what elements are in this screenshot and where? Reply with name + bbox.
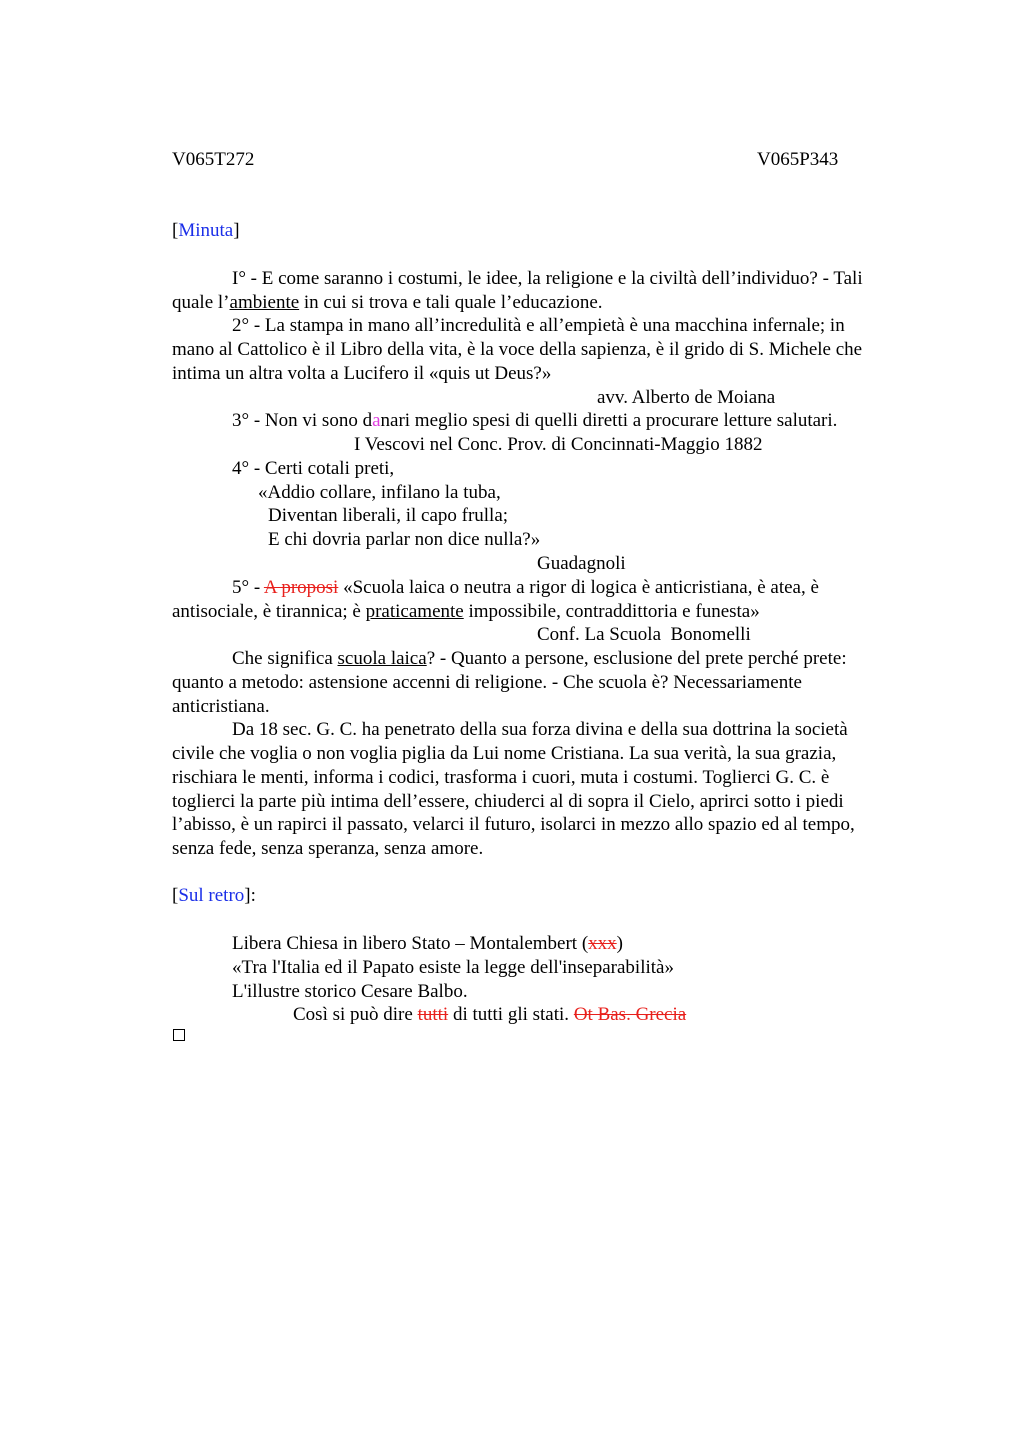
paragraph-7-line-4: toglierci la parte più intima dell’essere, chiuderci al di sopra il Cielo, aprirci sotto i piedi xyxy=(172,791,844,812)
underlined-praticamente: praticamente xyxy=(365,601,464,622)
inserted-letter: a xyxy=(372,410,381,431)
retro-line-1: Libera Chiesa in libero Stato – Montalembert (xxx) xyxy=(232,933,623,954)
paragraph-2-line-3: intima un altra volta a Lucifero il «quis ut Deus?» xyxy=(172,363,552,384)
paragraph-1-line-1: I° - E come saranno i costumi, le idee, la religione e la civiltà dell’individuo? - Tali xyxy=(232,268,863,289)
underlined-scuola-laica: scuola laica xyxy=(337,648,427,669)
attribution-vescovi: I Vescovi nel Conc. Prov. di Concinnati-Maggio 1882 xyxy=(354,434,763,455)
verse-line-3: E chi dovria parlar non dice nulla?» xyxy=(268,529,541,550)
deleted-text-xxx: xxx xyxy=(588,933,617,954)
attribution-moiana: avv. Alberto de Moiana xyxy=(597,387,776,408)
paragraph-7-line-1: Da 18 sec. G. C. ha penetrato della sua forza divina e della sua dottrina la società xyxy=(232,719,848,740)
attribution-bonomelli: Conf. La Scuola Bonomelli xyxy=(537,624,751,645)
verse-line-2: Diventan liberali, il capo frulla; xyxy=(268,505,509,526)
retro-line-3: L'illustre storico Cesare Balbo. xyxy=(232,981,468,1002)
underlined-ambiente: ambiente xyxy=(229,292,300,313)
attribution-guadagnoli: Guadagnoli xyxy=(537,553,626,574)
paragraph-2-line-2: mano al Cattolico è il Libro della vita, è la voce della sapienza, è il grido di S. Michele che xyxy=(172,339,863,360)
section-label-minuta: [Minuta] xyxy=(172,220,240,241)
paragraph-5-line-2: antisociale, è tirannica; è praticamente impossibile, contraddittoria e funesta» xyxy=(172,601,760,622)
deleted-text-grecia: Ot Bas. Grecia xyxy=(573,1004,687,1025)
paragraph-6-line-1: Che significa scuola laica? - Quanto a persone, esclusione del prete perché prete: xyxy=(232,648,847,669)
paragraph-6-line-3: anticristiana. xyxy=(172,696,270,717)
retro-line-2: «Tra l'Italia ed il Papato esiste la legge dell'inseparabilità» xyxy=(232,957,674,978)
section-label-sul-retro: [Sul retro]: xyxy=(172,885,256,906)
verse-line-1: «Addio collare, infilano la tuba, xyxy=(258,482,501,503)
deleted-text-tutti: tutti xyxy=(417,1004,449,1025)
header-left-code: V065T272 xyxy=(172,149,255,170)
paragraph-7-line-6: senza fede, senza speranza, senza amore. xyxy=(172,838,484,859)
deleted-text-a-proposi: A proposi xyxy=(263,577,339,598)
paragraph-6-line-2: quanto a metodo: astensione accenni di religione. - Che scuola è? Necessariamente xyxy=(172,672,802,693)
paragraph-7-line-3: rischiara le menti, informa i codici, trasforma i cuori, muta i costumi. Toglierci G. C. è xyxy=(172,767,830,788)
paragraph-7-line-2: civile che voglia o non voglia piglia da Lui nome Cristiana. La sua verità, la sua grazia, xyxy=(172,743,837,764)
minuta-label: Minuta xyxy=(178,220,234,241)
paragraph-4-line-1: 4° - Certi cotali preti, xyxy=(232,458,395,479)
sul-retro-label: Sul retro xyxy=(178,885,245,906)
retro-line-4: Così si può dire tutti di tutti gli stati. Ot Bas. Grecia xyxy=(293,1004,687,1025)
paragraph-3-line-1: 3° - Non vi sono danari meglio spesi di quelli diretti a procurare letture salutari. xyxy=(232,410,838,431)
paragraph-7-line-5: l’abisso, è un rapirci il passato, velarci il futuro, isolarci in mezzo allo spazio ed al tempo, xyxy=(172,814,855,835)
empty-checkbox-marker xyxy=(173,1029,185,1041)
header-right-code: V065P343 xyxy=(757,149,839,170)
paragraph-1-line-2: quale l’ambiente in cui si trova e tali quale l’educazione. xyxy=(172,292,603,313)
paragraph-5-line-1: 5° - A proposi «Scuola laica o neutra a rigor di logica è anticristiana, è atea, è xyxy=(232,577,819,598)
paragraph-2-line-1: 2° - La stampa in mano all’incredulità e all’empietà è una macchina infernale; in xyxy=(232,315,845,336)
